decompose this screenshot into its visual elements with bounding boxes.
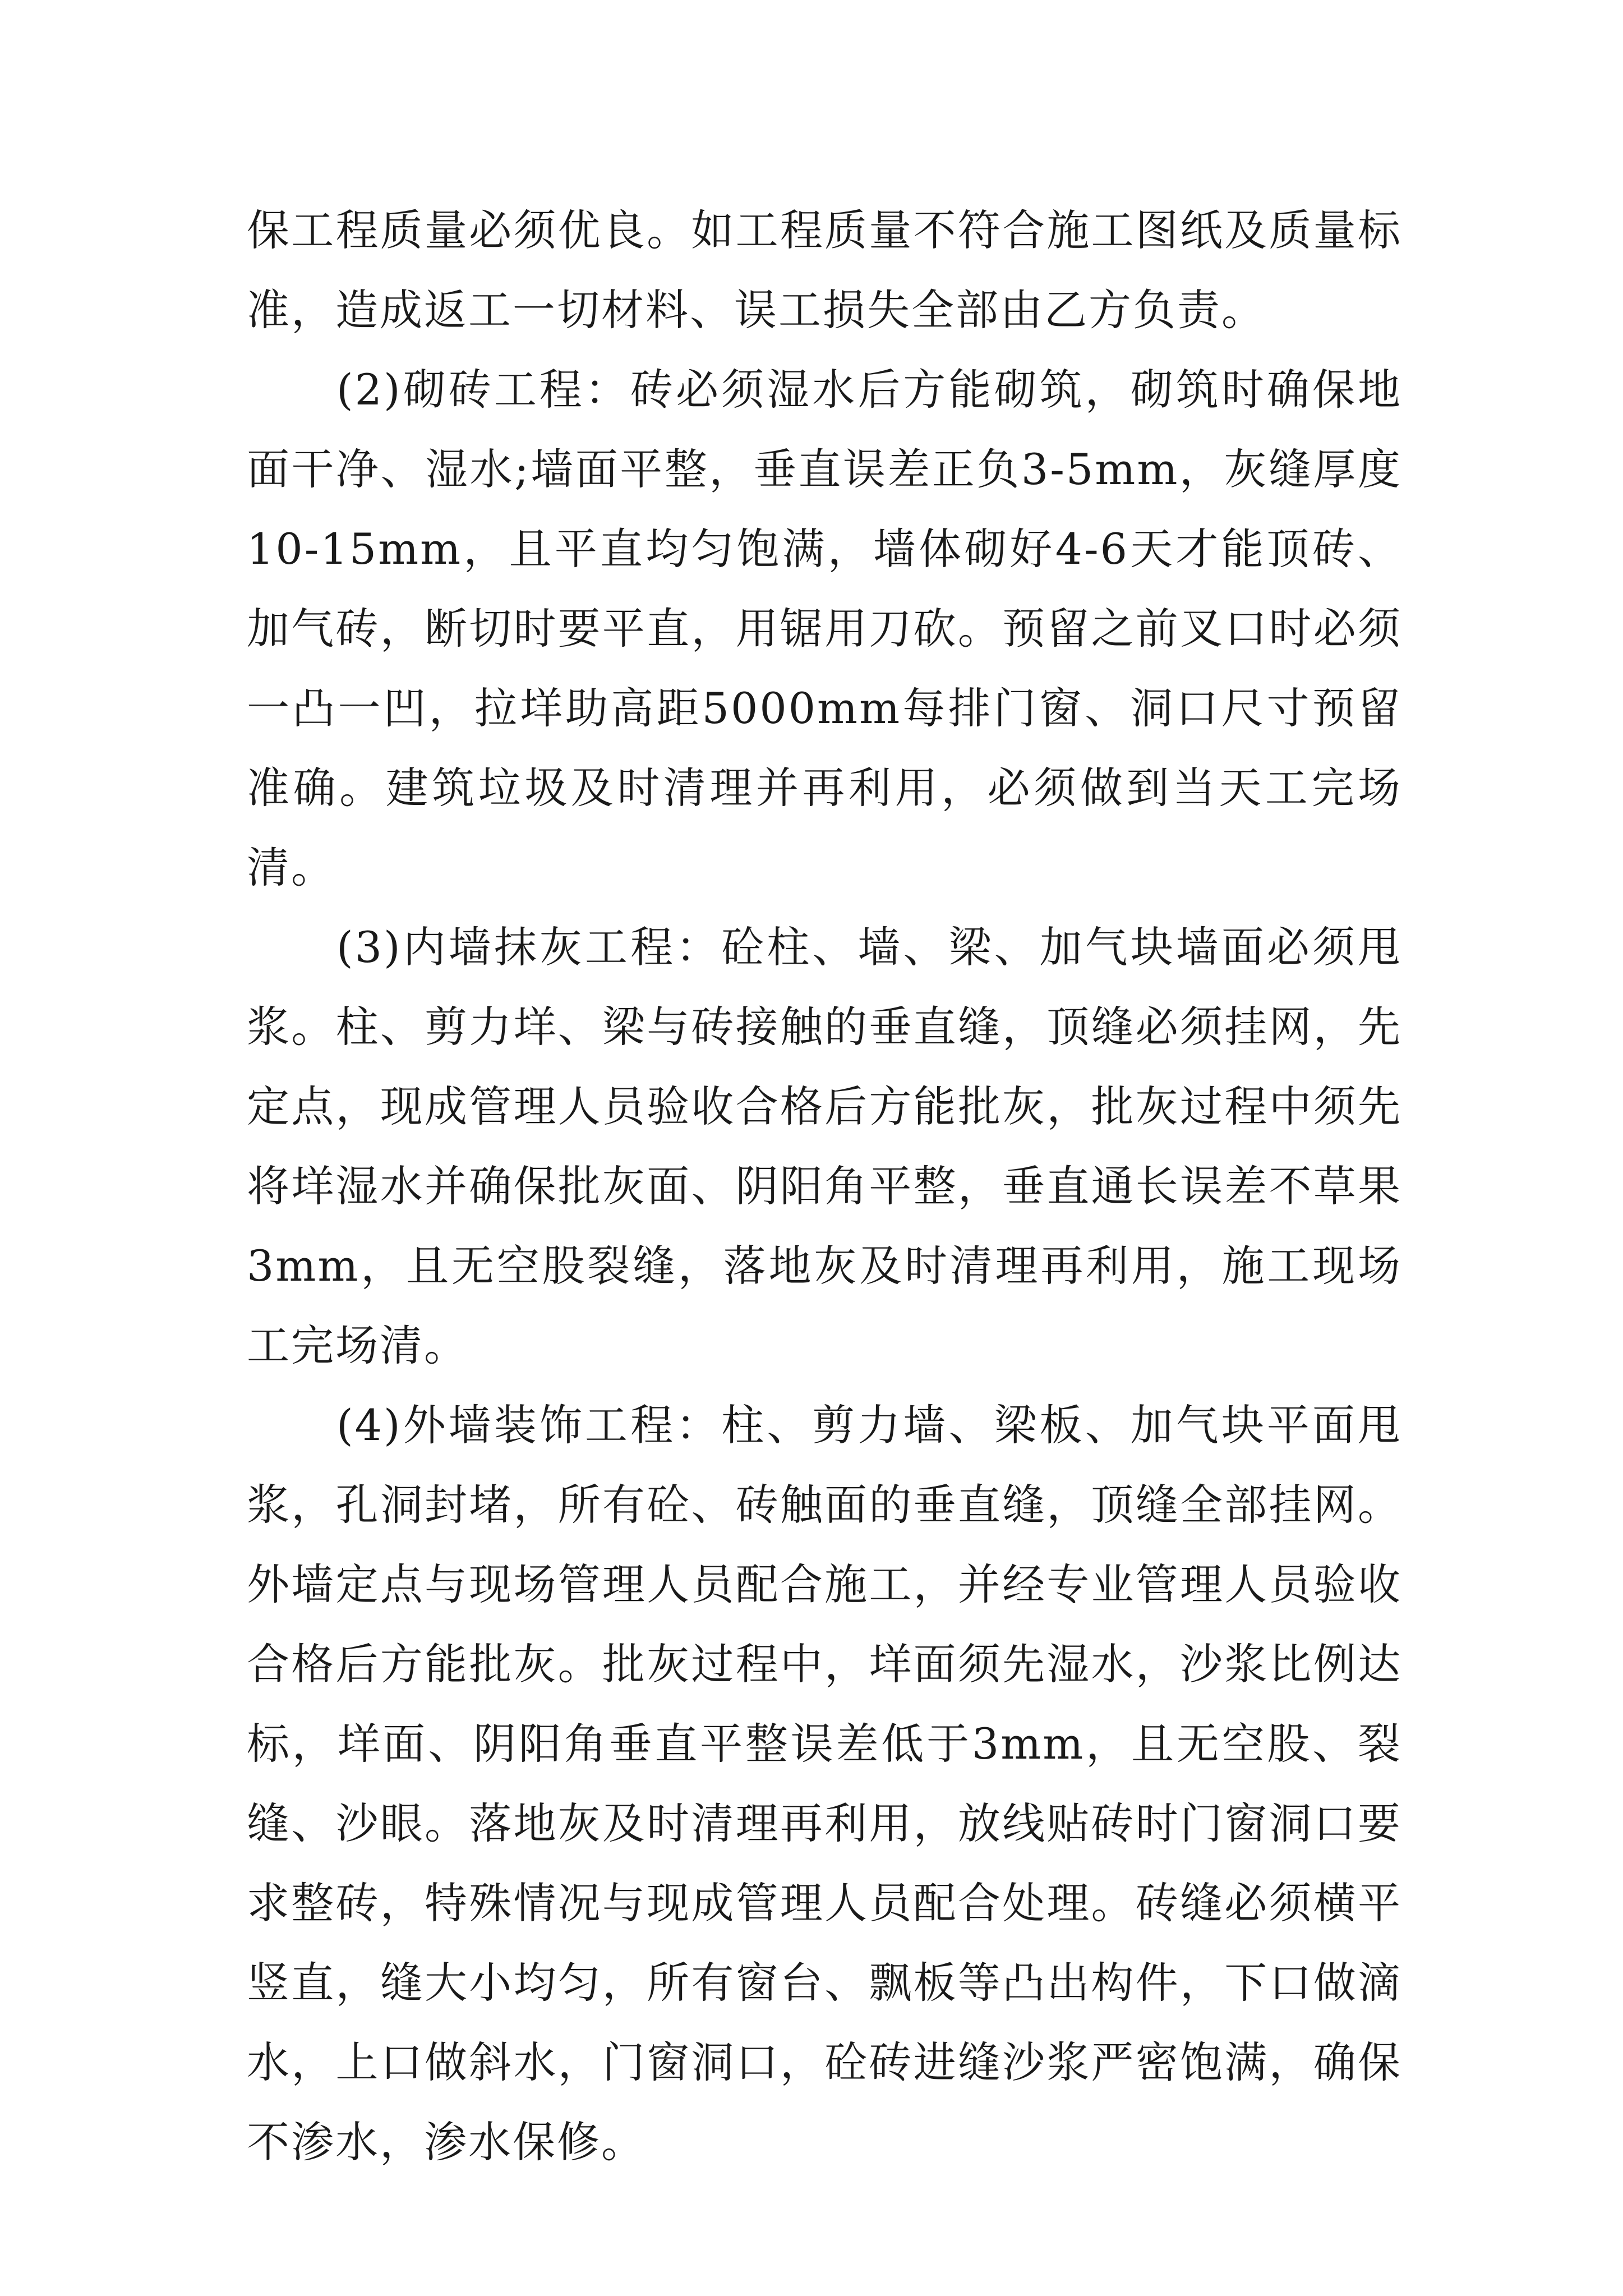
paragraph-interior-plastering: (3)内墙抹灰工程：砼柱、墙、梁、加气块墙面必须甩浆。柱、剪力垟、梁与砖接触的垂直缝，顶缝必须挂网，先定点，现成管理人员验收合格后方能批灰，批灰过程中须先将垟湿水并确保批灰面、阴阳角平整，垂直通长误差不草果3mm，且无空股裂缝，落地灰及时清理再利用，施工现场工完场清。	[247, 922, 1402, 1370]
paragraph-quality-continuation: 保工程质量必须优良。如工程质量不符合施工图纸及质量标准，造成返工一切材料、误工损失全部由乙方负责。	[247, 205, 1402, 335]
document-body	[247, 191, 1402, 2182]
paragraph-exterior-decoration: (4)外墙装饰工程：柱、剪力墙、梁板、加气块平面甩浆，孔洞封堵，所有砼、砖触面的垂直缝，顶缝全部挂网。外墙定点与现场管理人员配合施工，并经专业管理人员验收合格后方能批灰。批灰过程中，垟面须先湿水，沙浆比例达标，垟面、阴阳角垂直平整误差低于3mm，且无空股、裂缝、沙眼。落地灰及时清理再利用，放线贴砖时门窗洞口要求整砖，特殊情况与现成管理人员配合处理。砖缝必须横平竖直，缝大小均匀，所有窗台、飘板等凸出构件，下口做滴水，上口做斜水，门窗洞口，砼砖进缝沙浆严密饱满，确保不渗水，渗水保修。	[247, 1400, 1402, 2167]
paragraph-masonry-work: (2)砌砖工程：砖必须湿水后方能砌筑，砌筑时确保地面干净、湿水;墙面平整，垂直误差正负3-5mm，灰缝厚度10-15mm，且平直均匀饱满，墙体砌好4-6天才能顶砖、加气砖，断切时要平直，用锯用刀砍。预留之前叉口时必须一凸一凹，拉垟助高距5000mm每排门窗、洞口尺寸预留准确。建筑垃圾及时清理并再利用，必须做到当天工完场清。	[247, 365, 1402, 892]
